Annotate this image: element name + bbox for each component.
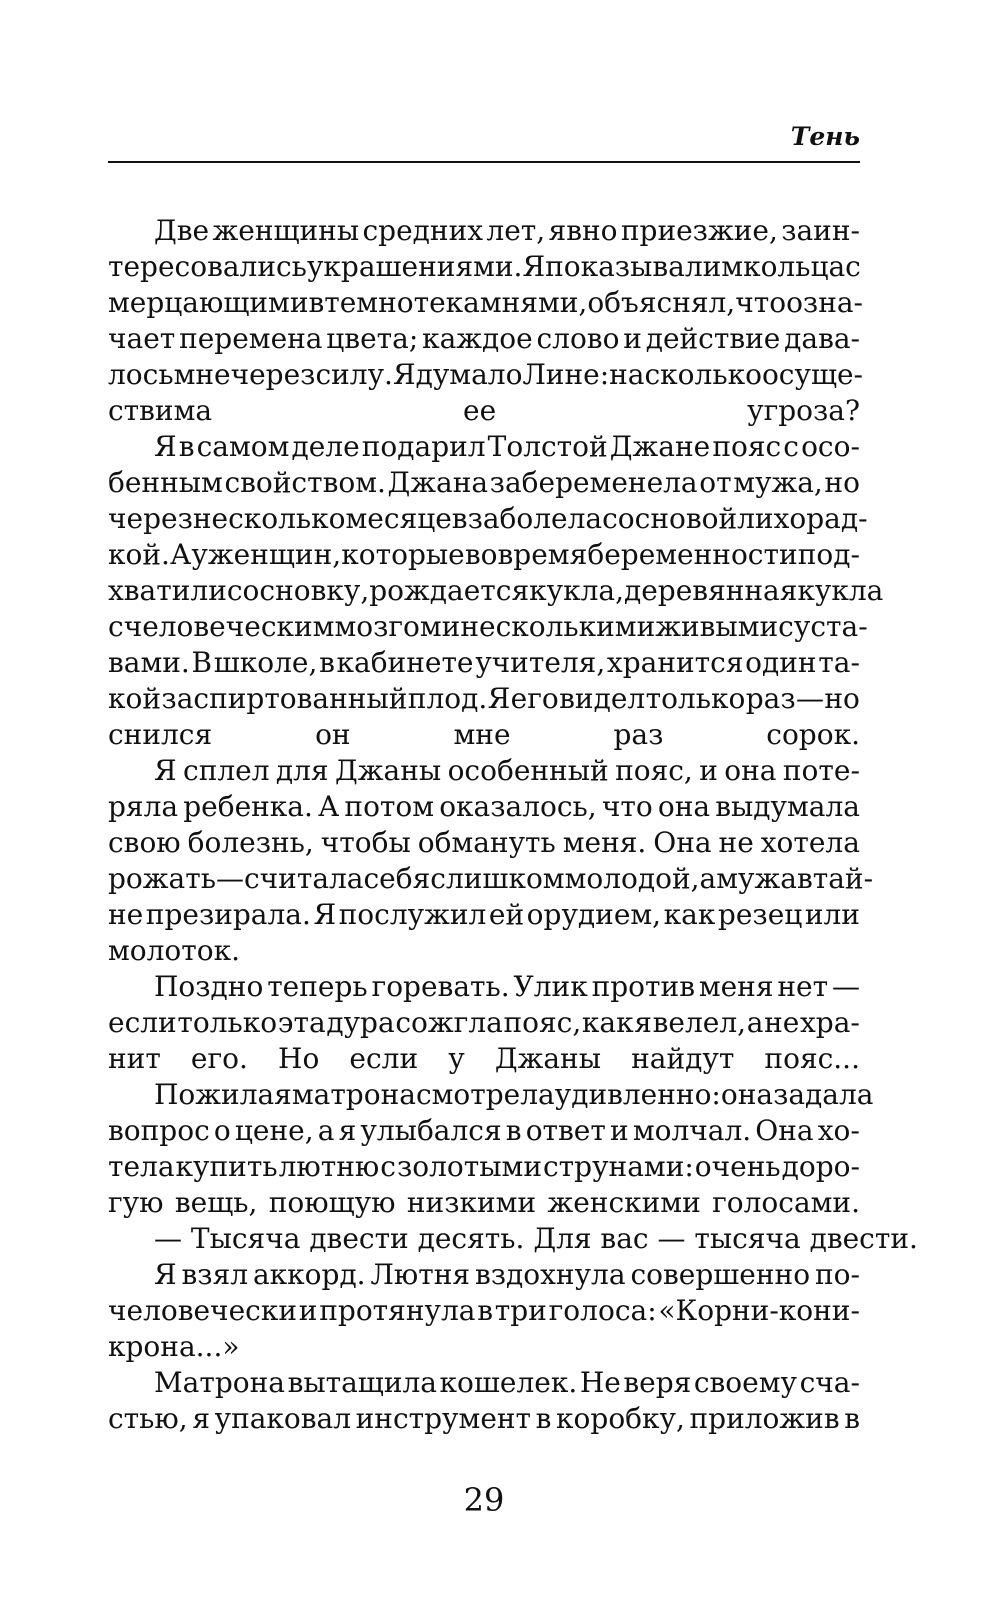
text-line: Поздно теперь горевать. Улик против меня нет — — [154, 970, 860, 1003]
body-text — [108, 213, 918, 1437]
text-line: вопрос о цене, а я улыбался в ответ и молчал. Она хо- — [108, 1114, 860, 1147]
page-number: 29 — [463, 1481, 505, 1519]
text-line: кой. А у женщин, которые во время беременности под- — [108, 538, 860, 571]
text-line: стью, я упаковал инструмент в коробку, приложив в — [108, 1402, 860, 1435]
text-line: ствима ее угроза? — [108, 394, 860, 427]
text-line: крона...» — [108, 1330, 240, 1363]
text-line: вами. В школе, в кабинете учителя, хранится один та- — [108, 646, 860, 679]
text-line: лось мне через силу. Я думал о Лине: насколько осуще- — [108, 358, 864, 391]
text-line: Матрона вытащила кошелек. Не веря своему сча- — [154, 1366, 860, 1399]
text-line: не презирала. Я послужил ей орудием, как резец или — [108, 898, 860, 931]
text-line: Пожилая матрона смотрела удивленно: она задала — [154, 1078, 874, 1111]
text-line: ряла ребенка. А потом оказалось, что она выдумала — [108, 790, 860, 823]
text-line: нит его. Но если у Джаны найдут пояс... — [108, 1042, 860, 1075]
text-line: тересовались украшениями. Я показывал им кольца с — [108, 250, 861, 283]
header-rule — [108, 161, 860, 163]
text-line: снился он мне раз сорок. — [108, 718, 860, 751]
text-line: Я взял аккорд. Лютня вздохнула совершенно по- — [154, 1258, 860, 1291]
text-line: рожать — считала себя слишком молодой, а мужа втай- — [108, 862, 874, 895]
paragraph — [108, 969, 860, 1077]
paragraph — [108, 1221, 918, 1257]
text-line: гую вещь, поющую низкими женскими голосами. — [108, 1186, 860, 1219]
text-line: Две женщины средних лет, явно приезжие, заин- — [154, 214, 860, 247]
text-line: мерцающими в темноте камнями, объяснял, что озна- — [108, 286, 864, 319]
paragraph — [108, 1365, 860, 1437]
paragraph — [108, 429, 884, 753]
text-line: кой заспиртованный плод. Я его видел только раз — но — [108, 682, 860, 715]
paragraph — [108, 753, 874, 969]
text-line: с человеческим мозгом и несколькими живыми суста- — [108, 610, 868, 643]
text-line: хватили сосновку, рождается кукла, деревянная кукла — [108, 574, 884, 607]
text-line: если только эта дура сожгла пояс, как я велел, а не хра- — [108, 1006, 860, 1039]
paragraph — [108, 1077, 874, 1221]
text-line: Я сплел для Джаны особенный пояс, и она поте- — [154, 754, 860, 787]
paragraph — [108, 1257, 860, 1365]
text-line: тела купить лютню с золотыми струнами: очень доро- — [108, 1150, 860, 1183]
text-line: Я в самом деле подарил Толстой Джане пояс с осо- — [154, 430, 860, 463]
text-line: через несколько месяцев заболела сосновой лихорад- — [108, 502, 868, 535]
text-line: свою болезнь, чтобы обмануть меня. Она не хотела — [108, 826, 860, 859]
text-line: — Тысяча двести десять. Для вас — тысяча двести. — [154, 1222, 918, 1255]
running-title: Тень — [790, 122, 860, 151]
text-line: человечески и протянула в три голоса: «Корни-кони- — [108, 1294, 860, 1327]
text-line: чает перемена цвета; каждое слово и действие дава- — [108, 322, 860, 355]
paragraph — [108, 213, 864, 429]
text-line: бенным свойством. Джана забеременела от мужа, но — [108, 466, 860, 499]
text-line: молоток. — [108, 934, 241, 967]
